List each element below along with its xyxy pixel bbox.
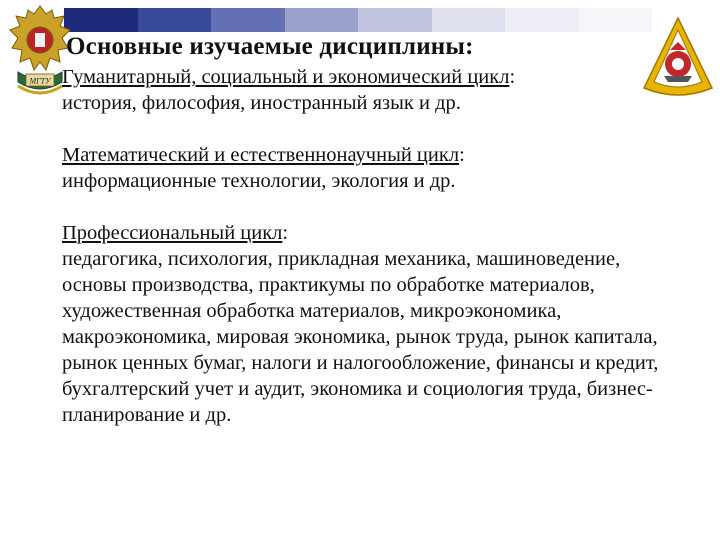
heading-colon: :	[509, 66, 516, 88]
band-segment	[358, 8, 432, 32]
section-heading-text: Профессиональный цикл	[62, 222, 283, 244]
disciplines-list	[62, 64, 662, 428]
section-body: информационные технологии, экология и др.	[62, 170, 456, 192]
section-heading-text: Гуманитарный, социальный и экономический цикл	[62, 66, 510, 88]
science-section	[62, 142, 662, 194]
band-segment	[285, 8, 359, 32]
logo-caption: МГТУ	[29, 76, 51, 86]
professional-section	[62, 220, 662, 428]
band-segment	[138, 8, 212, 32]
section-body: педагогика, психология, прикладная механика, машиноведение, основы производства, практикумы по обработке материалов, художественная обработка материалов, микроэкономика, макроэкономика, мировая экономика, рынок труда, рынок капитала, рынок ценных бумаг, налоги и налогообложение, финансы и кредит, бухгалтерский учет и аудит, экономика и социология труда, бизнес-планирование и др.	[62, 248, 659, 426]
band-segment	[432, 8, 506, 32]
heading-colon: :	[282, 222, 289, 244]
section-heading	[62, 220, 662, 246]
header-gradient-band	[64, 8, 652, 32]
heading-colon: :	[459, 144, 465, 166]
slide-title: Основные изучаемые дисциплины:	[66, 33, 474, 60]
band-segment	[211, 8, 285, 32]
band-segment	[505, 8, 579, 32]
section-heading	[62, 64, 662, 90]
section-heading	[62, 142, 662, 168]
section-body: история, философия, иностранный язык и др.	[62, 92, 461, 114]
humanities-section	[62, 64, 662, 116]
section-heading-text: Математический и естественнонаучный цикл	[62, 144, 460, 166]
